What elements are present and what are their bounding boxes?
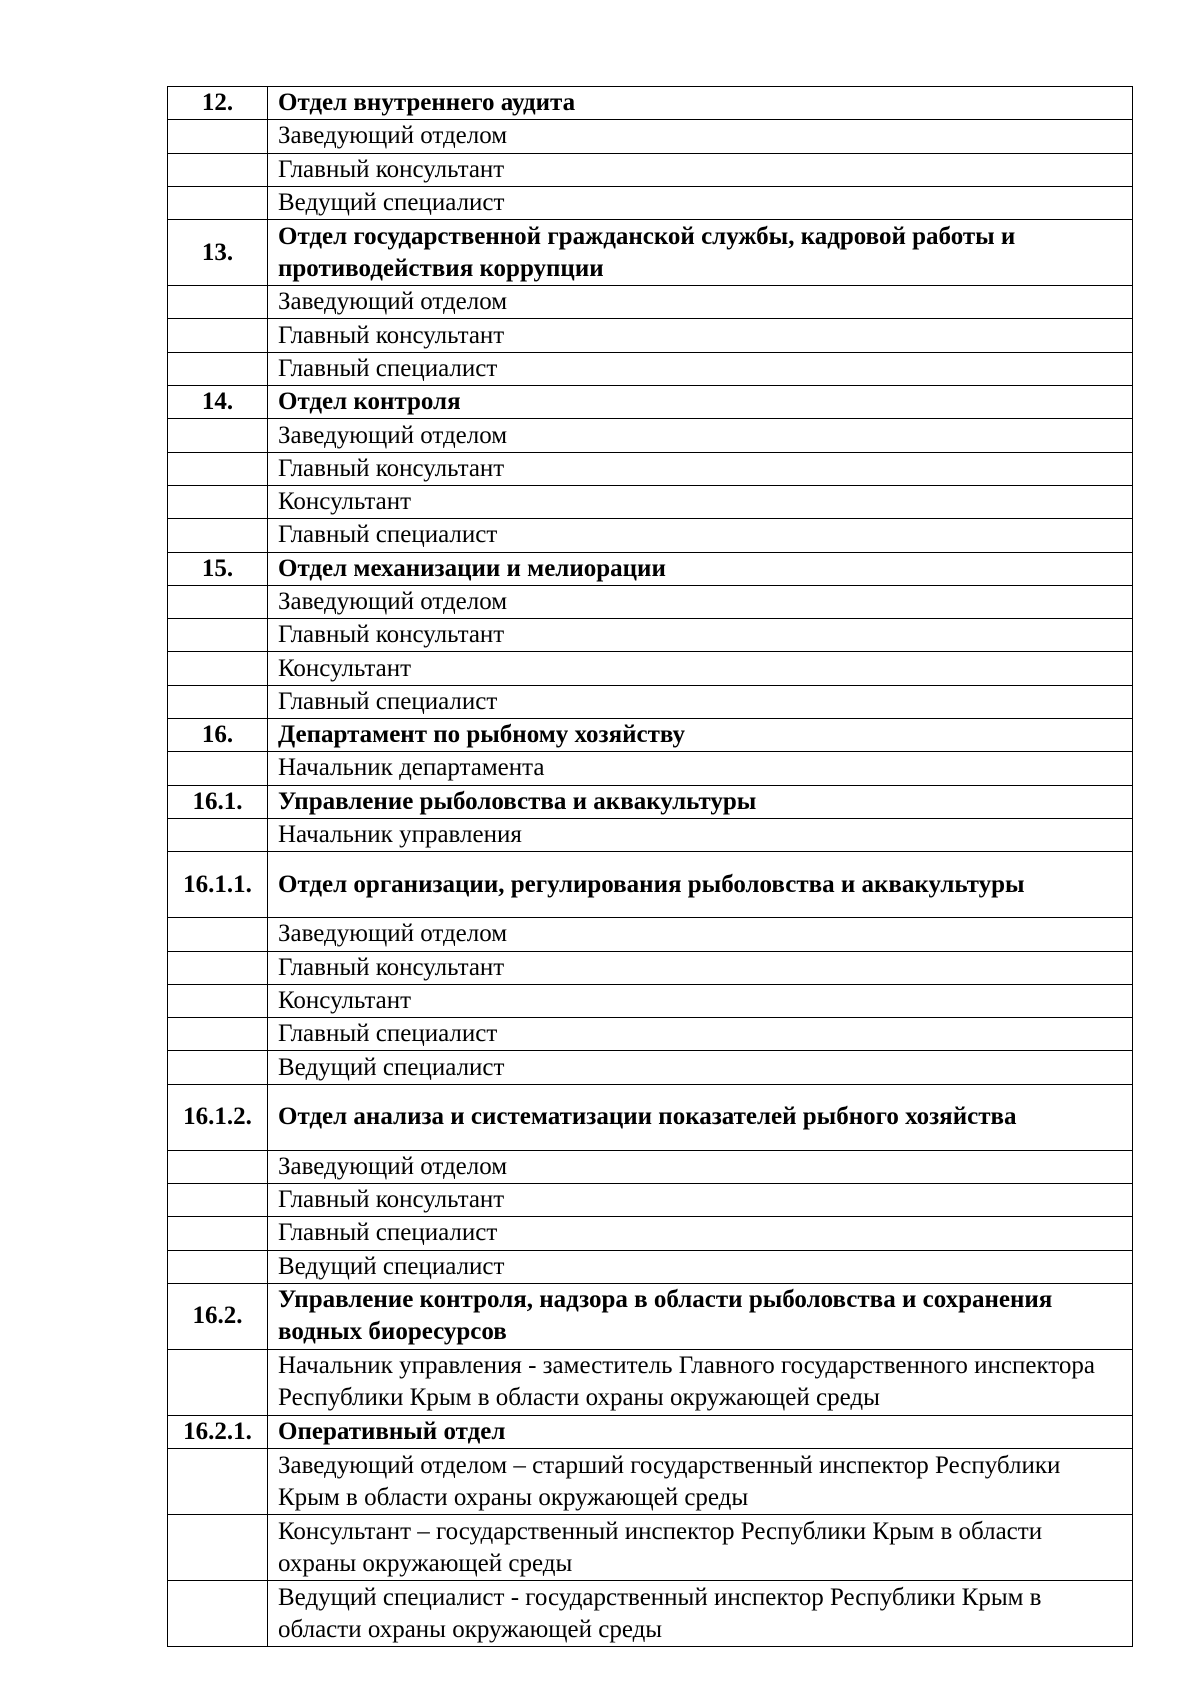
position-title: Заведующий отделом bbox=[268, 286, 1133, 319]
row-number bbox=[168, 1018, 268, 1051]
row-number bbox=[168, 619, 268, 652]
row-number: 15. bbox=[168, 552, 268, 585]
position-row bbox=[168, 685, 1133, 718]
section-title: Отдел контроля bbox=[268, 386, 1133, 419]
row-number: 16.2.1. bbox=[168, 1415, 268, 1448]
row-number bbox=[168, 685, 268, 718]
row-number bbox=[168, 585, 268, 618]
position-title: Главный специалист bbox=[268, 1018, 1133, 1051]
position-title: Ведущий специалист bbox=[268, 186, 1133, 219]
row-number bbox=[168, 1150, 268, 1183]
position-title: Консультант – государственный инспектор Республики Крым в области охраны окружающей среды bbox=[268, 1515, 1133, 1581]
position-row bbox=[168, 1250, 1133, 1283]
position-title: Консультант bbox=[268, 652, 1133, 685]
section-row bbox=[168, 1084, 1133, 1150]
position-row bbox=[168, 585, 1133, 618]
row-number: 16.1.1. bbox=[168, 852, 268, 918]
position-row bbox=[168, 1150, 1133, 1183]
section-title: Отдел организации, регулирования рыболовства и аквакультуры bbox=[268, 852, 1133, 918]
position-row bbox=[168, 818, 1133, 851]
row-number bbox=[168, 1581, 268, 1647]
row-number bbox=[168, 1051, 268, 1084]
position-title: Ведущий специалист bbox=[268, 1250, 1133, 1283]
position-title: Заведующий отделом bbox=[268, 918, 1133, 951]
row-number bbox=[168, 652, 268, 685]
position-title: Заведующий отделом – старший государственный инспектор Республики Крым в области охраны окружающей среды bbox=[268, 1449, 1133, 1515]
position-row bbox=[168, 984, 1133, 1017]
section-row bbox=[168, 220, 1133, 286]
position-title: Заведующий отделом bbox=[268, 120, 1133, 153]
row-number bbox=[168, 186, 268, 219]
row-number bbox=[168, 752, 268, 785]
position-row bbox=[168, 652, 1133, 685]
row-number bbox=[168, 319, 268, 352]
section-title: Отдел анализа и систематизации показателей рыбного хозяйства bbox=[268, 1084, 1133, 1150]
row-number: 13. bbox=[168, 220, 268, 286]
section-title: Оперативный отдел bbox=[268, 1415, 1133, 1448]
row-number bbox=[168, 984, 268, 1017]
section-row bbox=[168, 1415, 1133, 1448]
position-title: Начальник департамента bbox=[268, 752, 1133, 785]
position-row bbox=[168, 1581, 1133, 1647]
position-row bbox=[168, 1449, 1133, 1515]
position-row bbox=[168, 918, 1133, 951]
row-number bbox=[168, 452, 268, 485]
row-number bbox=[168, 1515, 268, 1581]
section-row bbox=[168, 386, 1133, 419]
position-title: Главный консультант bbox=[268, 319, 1133, 352]
position-row bbox=[168, 120, 1133, 153]
row-number bbox=[168, 1250, 268, 1283]
position-row bbox=[168, 485, 1133, 518]
position-row bbox=[168, 1018, 1133, 1051]
position-row bbox=[168, 1515, 1133, 1581]
position-title: Главный консультант bbox=[268, 619, 1133, 652]
row-number bbox=[168, 153, 268, 186]
position-title: Ведущий специалист bbox=[268, 1051, 1133, 1084]
row-number: 16.2. bbox=[168, 1283, 268, 1349]
row-number: 12. bbox=[168, 87, 268, 120]
position-title: Консультант bbox=[268, 984, 1133, 1017]
section-row bbox=[168, 719, 1133, 752]
position-row bbox=[168, 452, 1133, 485]
position-title: Главный специалист bbox=[268, 1217, 1133, 1250]
position-row bbox=[168, 286, 1133, 319]
row-number bbox=[168, 1449, 268, 1515]
section-title: Отдел внутреннего аудита bbox=[268, 87, 1133, 120]
position-title: Главный консультант bbox=[268, 951, 1133, 984]
row-number bbox=[168, 352, 268, 385]
position-title: Главный специалист bbox=[268, 352, 1133, 385]
position-title: Заведующий отделом bbox=[268, 585, 1133, 618]
section-title: Управление контроля, надзора в области рыболовства и сохранения водных биоресурсов bbox=[268, 1283, 1133, 1349]
position-title: Начальник управления bbox=[268, 818, 1133, 851]
row-number bbox=[168, 286, 268, 319]
row-number bbox=[168, 951, 268, 984]
position-row bbox=[168, 419, 1133, 452]
position-row bbox=[168, 1217, 1133, 1250]
position-title: Главный консультант bbox=[268, 452, 1133, 485]
position-row bbox=[168, 1051, 1133, 1084]
position-title: Главный специалист bbox=[268, 685, 1133, 718]
row-number: 16.1. bbox=[168, 785, 268, 818]
row-number bbox=[168, 918, 268, 951]
row-number: 16. bbox=[168, 719, 268, 752]
staff-table-body bbox=[168, 87, 1133, 1647]
section-row bbox=[168, 852, 1133, 918]
position-row bbox=[168, 352, 1133, 385]
position-row bbox=[168, 153, 1133, 186]
position-title: Ведущий специалист - государственный инспектор Республики Крым в области охраны окружающей среды bbox=[268, 1581, 1133, 1647]
position-row bbox=[168, 1349, 1133, 1415]
section-row bbox=[168, 1283, 1133, 1349]
section-row bbox=[168, 552, 1133, 585]
position-title: Главный специалист bbox=[268, 519, 1133, 552]
section-row bbox=[168, 785, 1133, 818]
row-number: 16.1.2. bbox=[168, 1084, 268, 1150]
position-title: Начальник управления - заместитель Главного государственного инспектора Республики Крым в области охраны окружающей среды bbox=[268, 1349, 1133, 1415]
section-title: Управление рыболовства и аквакультуры bbox=[268, 785, 1133, 818]
position-row bbox=[168, 1184, 1133, 1217]
row-number: 14. bbox=[168, 386, 268, 419]
section-title: Отдел механизации и мелиорации bbox=[268, 552, 1133, 585]
position-row bbox=[168, 186, 1133, 219]
section-title: Отдел государственной гражданской службы, кадровой работы и противодействия коррупции bbox=[268, 220, 1133, 286]
position-row bbox=[168, 319, 1133, 352]
row-number bbox=[168, 1184, 268, 1217]
position-row bbox=[168, 619, 1133, 652]
position-title: Главный консультант bbox=[268, 1184, 1133, 1217]
row-number bbox=[168, 519, 268, 552]
row-number bbox=[168, 818, 268, 851]
section-title: Департамент по рыбному хозяйству bbox=[268, 719, 1133, 752]
position-row bbox=[168, 752, 1133, 785]
section-row bbox=[168, 87, 1133, 120]
row-number bbox=[168, 1349, 268, 1415]
row-number bbox=[168, 1217, 268, 1250]
position-title: Консультант bbox=[268, 485, 1133, 518]
row-number bbox=[168, 485, 268, 518]
row-number bbox=[168, 419, 268, 452]
staff-table bbox=[167, 86, 1133, 1647]
position-row bbox=[168, 951, 1133, 984]
row-number bbox=[168, 120, 268, 153]
position-title: Заведующий отделом bbox=[268, 1150, 1133, 1183]
position-row bbox=[168, 519, 1133, 552]
position-title: Главный консультант bbox=[268, 153, 1133, 186]
position-title: Заведующий отделом bbox=[268, 419, 1133, 452]
